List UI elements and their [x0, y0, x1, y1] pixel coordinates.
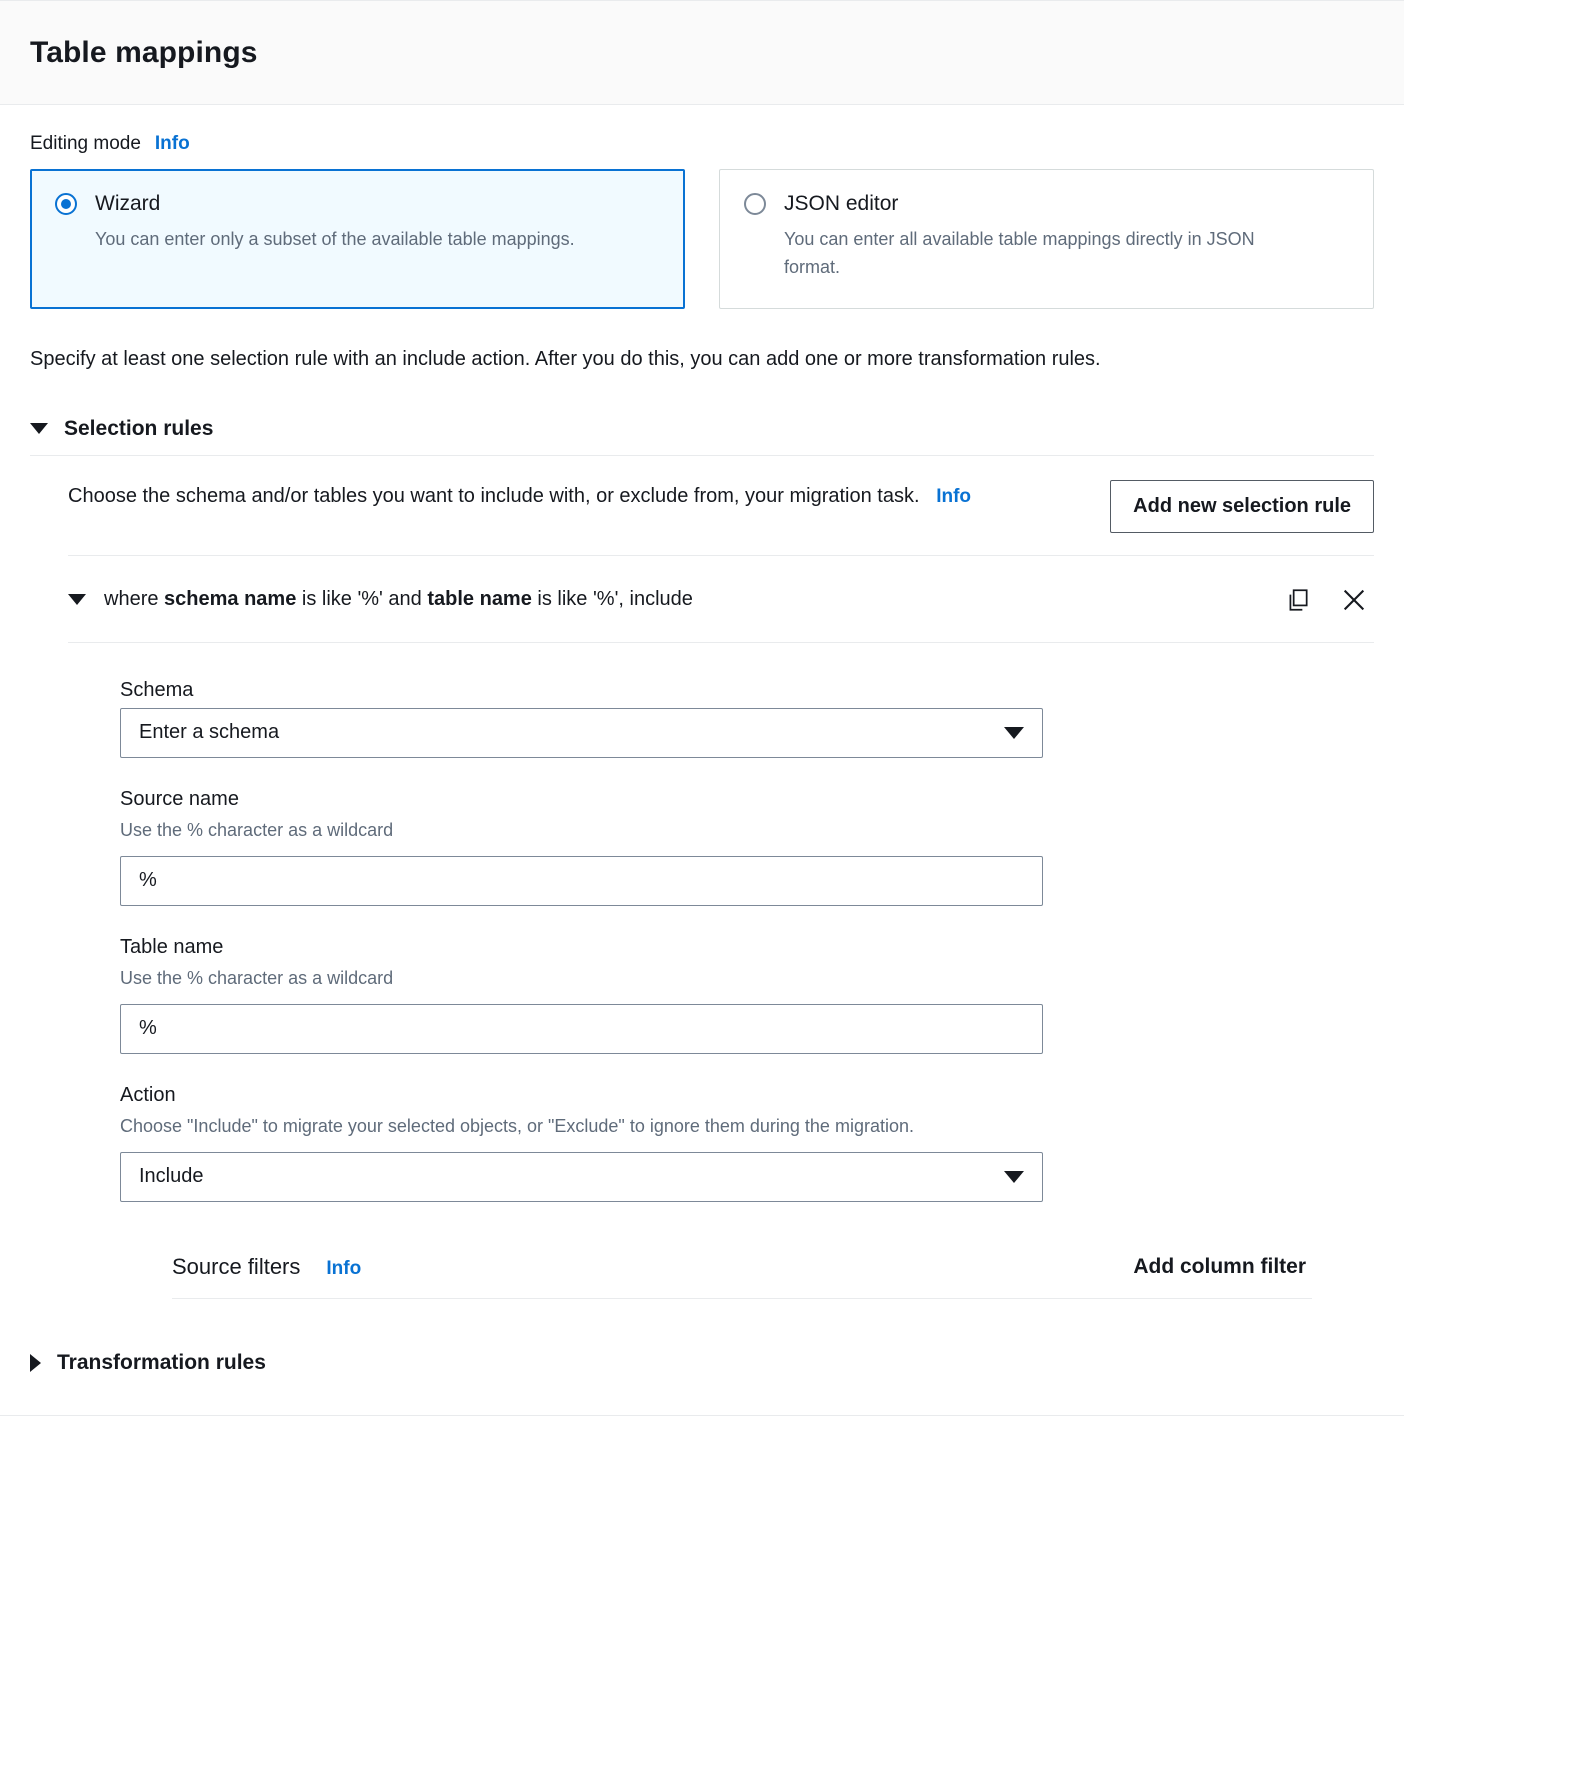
editing-mode-option-wizard[interactable]: [30, 169, 685, 309]
table-name-input[interactable]: [139, 1017, 1024, 1040]
source-name-label: Source name: [120, 787, 239, 810]
page-title: Table mappings: [30, 35, 258, 69]
editing-mode-label: Editing mode: [30, 133, 141, 154]
close-icon: [1340, 586, 1368, 614]
rule-summary-table-label: table name: [427, 588, 532, 611]
panel-body: [0, 105, 1404, 1415]
selection-rules-intro: [68, 480, 971, 512]
radio-json-editor-icon[interactable]: [744, 193, 766, 215]
add-new-selection-rule-button[interactable]: Add new selection rule: [1110, 480, 1374, 533]
editing-mode-options: [30, 169, 1374, 309]
chevron-down-icon: [1004, 1171, 1024, 1183]
json-editor-option-top: [744, 192, 1349, 216]
wizard-option-title: Wizard: [95, 192, 161, 215]
remove-rule-button[interactable]: [1334, 580, 1374, 620]
selection-rules-info-link[interactable]: Info: [936, 485, 972, 507]
action-label: Action: [120, 1083, 176, 1106]
source-name-input-wrapper[interactable]: [120, 856, 1043, 906]
schema-field-group: [120, 679, 1374, 758]
panel-header: [0, 1, 1404, 105]
transformation-rules-header[interactable]: [30, 1351, 1374, 1375]
radio-wizard-icon[interactable]: [55, 193, 77, 215]
selection-rules-intro-text: Choose the schema and/or tables you want to include with, or exclude from, your migration task.: [68, 484, 920, 507]
json-editor-option-title: JSON editor: [784, 192, 899, 215]
chevron-down-icon: [1004, 727, 1024, 739]
rule-summary-prefix: where: [104, 588, 165, 611]
rule-summary-suffix: is like '%', include: [531, 588, 693, 611]
instruction-text: Specify at least one selection rule with an include action. After you do this, you can add one or more transformation rules.: [30, 347, 1101, 370]
rule-summary-schema-label: schema name: [164, 588, 297, 611]
json-editor-option-description: You can enter all available table mappings directly in JSON format.: [784, 229, 1255, 277]
schema-select-value: Enter a schema: [139, 721, 280, 744]
table-name-input-wrapper[interactable]: [120, 1004, 1043, 1054]
action-select[interactable]: [120, 1152, 1043, 1202]
schema-label: Schema: [120, 678, 194, 701]
selection-rules-intro-row: [68, 456, 1374, 556]
selection-rules-content: [30, 456, 1374, 556]
add-column-filter-button[interactable]: Add column filter: [1127, 1254, 1312, 1280]
selection-rule-form: [68, 643, 1374, 1202]
selection-rule-item: [30, 556, 1374, 1299]
rule-chevron-down-icon[interactable]: [68, 594, 86, 605]
selection-rule-header[interactable]: [68, 556, 1374, 643]
transformation-rules-title: Transformation rules: [57, 1350, 266, 1374]
action-select-value: Include: [139, 1165, 204, 1188]
selection-rules-section: [30, 417, 1374, 1299]
chevron-right-icon[interactable]: [30, 1354, 41, 1372]
transformation-rules-section: [30, 1351, 1374, 1415]
editing-mode-option-json-editor[interactable]: [719, 169, 1374, 309]
schema-select[interactable]: [120, 708, 1043, 758]
wizard-option-description: You can enter only a subset of the available table mappings.: [95, 229, 575, 249]
rule-summary-mid: is like '%' and: [296, 588, 428, 611]
action-hint: Choose "Include" to migrate your selected objects, or "Exclude" to ignore them during the migration.: [120, 1115, 914, 1136]
table-name-label: Table name: [120, 935, 224, 958]
selection-rule-summary: [104, 588, 1262, 611]
editing-mode-label-row: [30, 133, 1374, 155]
selection-rules-header[interactable]: [30, 417, 1374, 456]
source-name-field-group: [120, 788, 1374, 906]
chevron-down-icon[interactable]: [30, 423, 48, 434]
copy-icon: [1285, 587, 1311, 613]
source-filters-title: Source filters: [172, 1253, 301, 1279]
source-filters-left: [172, 1254, 361, 1280]
source-filters-row: [172, 1232, 1312, 1299]
source-name-input[interactable]: [139, 869, 1024, 892]
source-name-hint: Use the % character as a wildcard: [120, 819, 394, 840]
action-field-group: [120, 1084, 1374, 1202]
editing-mode-info-link[interactable]: Info: [154, 133, 190, 154]
table-name-field-group: [120, 936, 1374, 1054]
duplicate-rule-button[interactable]: [1278, 580, 1318, 620]
table-name-hint: Use the % character as a wildcard: [120, 967, 394, 988]
source-filters-info-link[interactable]: Info: [326, 1257, 362, 1279]
selection-rules-title: Selection rules: [64, 416, 214, 440]
wizard-option-top: [55, 192, 660, 216]
